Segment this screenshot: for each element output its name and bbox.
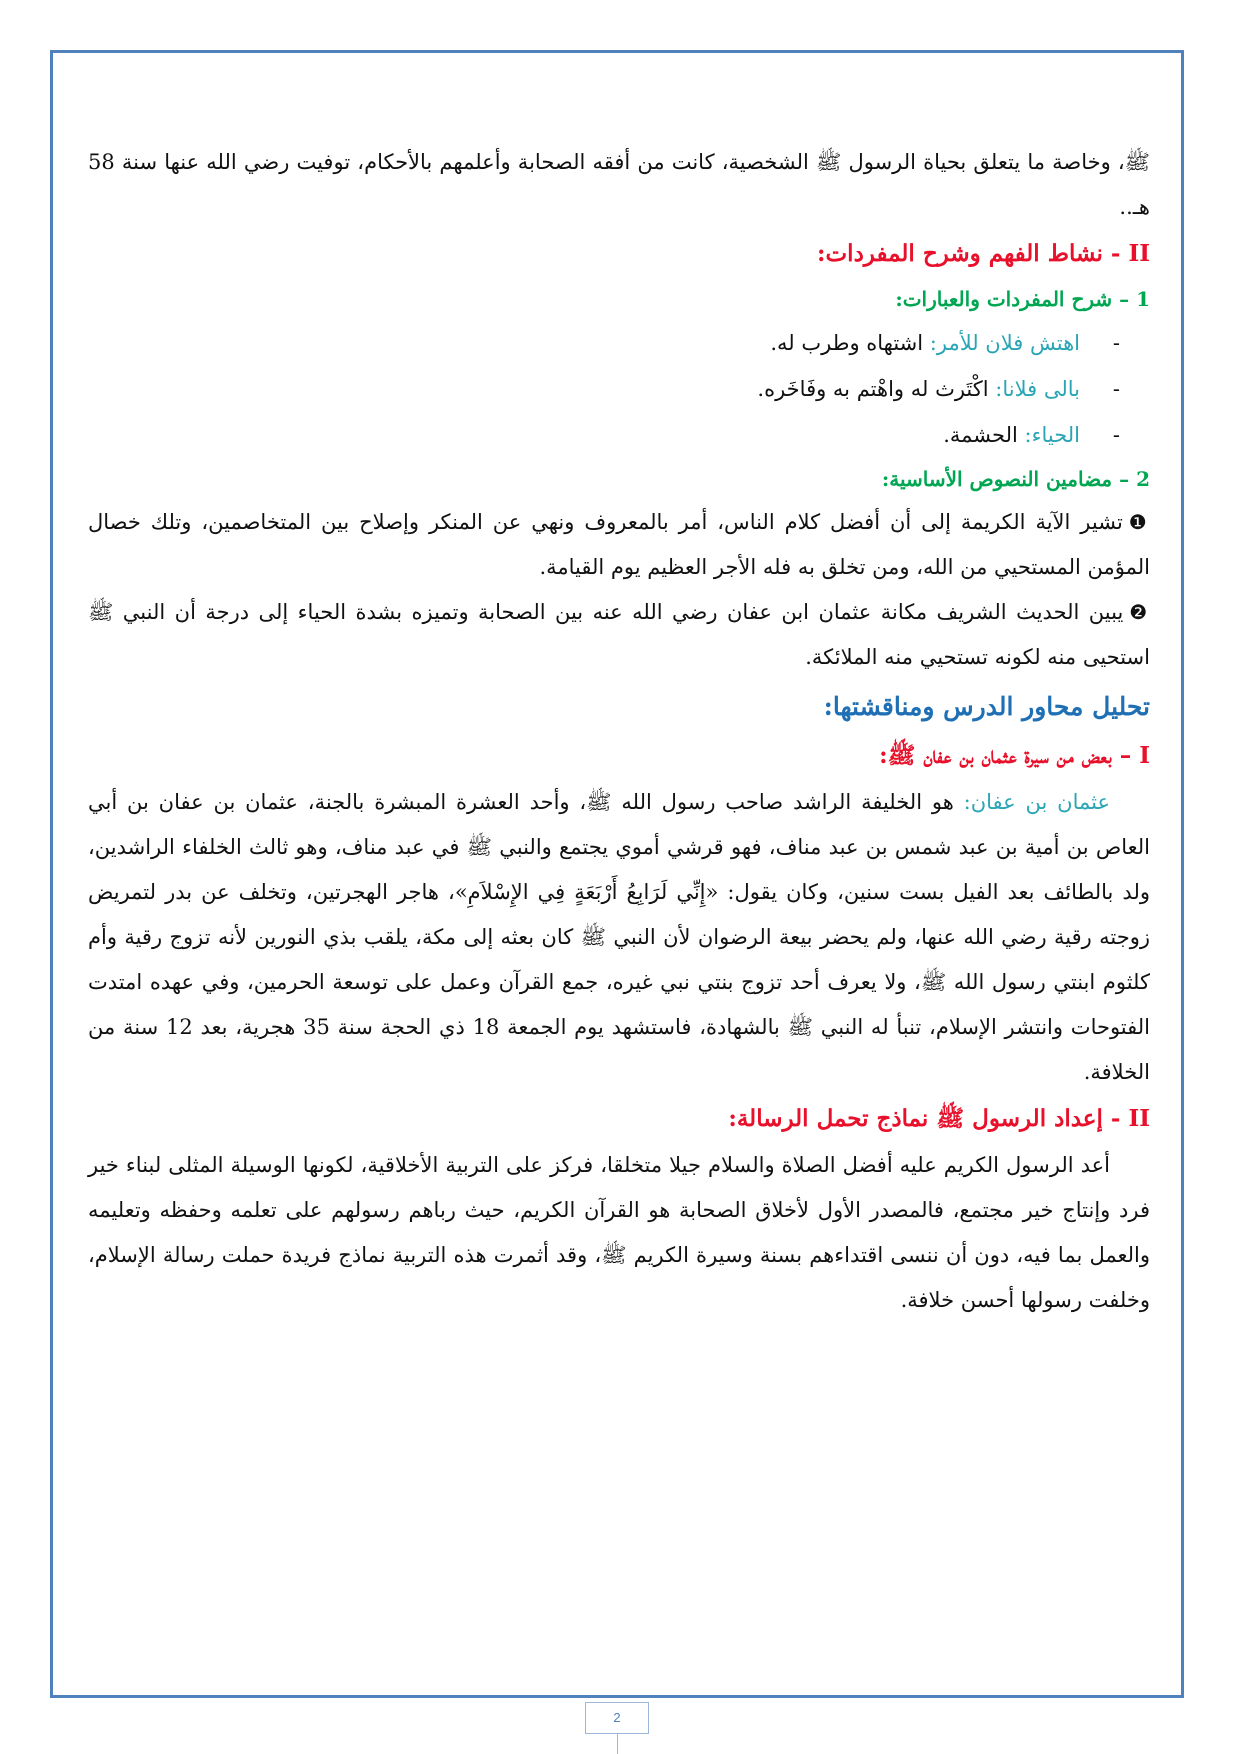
vocabulary-list (88, 320, 1150, 458)
section-heading-comprehension: II - نشاط الفهم وشرح المفردات: (817, 240, 1150, 267)
number-two-icon: ❷ (1129, 600, 1150, 624)
vocab-definition: الحشمة. (943, 423, 1025, 447)
dash-marker: - (1112, 423, 1120, 447)
page-number: 2 (613, 1710, 621, 1725)
biography-paragraph (88, 780, 1150, 1095)
content-point-text: يبين الحديث الشريف مكانة عثمان ابن عفان رضي الله عنه بين الصحابة وتميزه بشدة الحياء إلى درجة أن النبي ﷺ استحيى منه لكونه تستحيي منه الملائكة. (88, 600, 1150, 669)
vocab-item (88, 366, 1120, 412)
section-heading-preparation: II - إعداد الرسول ﷺ نماذج تحمل الرسالة: (728, 1105, 1150, 1132)
intro-paragraph: ﷺ، وخاصة ما يتعلق بحياة الرسول ﷺ الشخصية، كانت من أفقه الصحابة وأعلمهم بالأحكام، توفيت رضي الله عنها سنة 58 هـ.. (88, 150, 1150, 219)
subheading-main-contents: 2 – مضامين النصوص الأساسية: (881, 467, 1150, 491)
page-number-connector (617, 1734, 618, 1754)
subheading-vocabulary: 1 – شرح المفردات والعبارات: (895, 287, 1150, 311)
vocab-term: بالى فلانا: (995, 377, 1080, 401)
biography-lead-term: عثمان بن عفان: (963, 790, 1110, 814)
vocab-item (88, 412, 1120, 458)
vocab-term: الحياء: (1024, 423, 1080, 447)
vocab-term: اهتش فلان للأمر: (929, 331, 1080, 355)
section-heading-biography: I – بعض من سيرة عثمان بن عفان ﷺ: (879, 742, 1150, 769)
content-point-text: تشير الآية الكريمة إلى أن أفضل كلام الناس، أمر بالمعروف ونهي عن المنكر وإصلاح بين المتخاصمين، وتلك خصال المؤمن المستحيي من الله، ومن تخلق به فله الأجر العظيم يوم القيامة. (88, 510, 1150, 579)
vocab-item (88, 320, 1120, 366)
page-number-box (585, 1702, 649, 1734)
dash-marker: - (1112, 377, 1120, 401)
preparation-paragraph: أعد الرسول الكريم عليه أفضل الصلاة والسلام جيلا متخلقا، فركز على التربية الأخلاقية، لكونها الوسيلة المثلى لبناء خير فرد وإنتاج خير مجتمع، فالمصدر الأول لأخلاق الصحابة هو القرآن الكريم، حيث رباهم رسولهم على تعلمه وحفظه وتعليمه والعمل بما فيه، دون أن ننسى اقتداءهم بسنة وسيرة الكريم ﷺ، وقد أثمرت هذه التربية نماذج فريدة حملت رسالة الإسلام، وخلفت رسولها أحسن خلافة. (88, 1153, 1150, 1312)
vocab-definition: اشتهاه وطرب له. (770, 331, 930, 355)
content-point (88, 500, 1150, 590)
content-point (88, 590, 1150, 680)
biography-text: هو الخليفة الراشد صاحب رسول الله ﷺ، وأحد العشرة المبشرة بالجنة، عثمان بن عفان بن أبي العاص بن أمية بن عبد شمس بن عبد مناف، فهو قرشي أموي يجتمع والنبي ﷺ في عبد مناف، وهو ثالث الخلفاء الراشدين، ولد بالطائف بعد الفيل بست سنين، وكان يقول: «إِنِّي لَرَابِعُ أَرْبَعَةٍ فِي الإِسْلاَمِ»، هاجر الهجرتين، وتخلف عن بدر لتمريض زوجته رقية رضي الله عنها، ولم يحضر بيعة الرضوان لأن النبي ﷺ كان بعثه إلى مكة، يلقب بذي النورين لأنه تزوج رقية وأم كلثوم ابنتي رسول الله ﷺ، ولا يعرف أحد تزوج بنتي نبي غيره، جمع القرآن وعمل على توسعة الحرمين، وفي عهده امتدت الفتوحات وانتشر الإسلام، تنبأ له النبي ﷺ بالشهادة، فاستشهد يوم الجمعة 18 ذي الحجة سنة 35 هجرية، بعد 12 سنة من الخلافة. (88, 790, 1150, 1084)
vocab-definition: اكْتَرث له واهْتم به وفَاخَره. (757, 377, 996, 401)
page-content (88, 140, 1150, 1323)
analysis-heading: تحليل محاور الدرس ومناقشتها: (823, 692, 1150, 721)
dash-marker: - (1112, 331, 1120, 355)
number-one-icon: ❶ (1128, 510, 1150, 534)
